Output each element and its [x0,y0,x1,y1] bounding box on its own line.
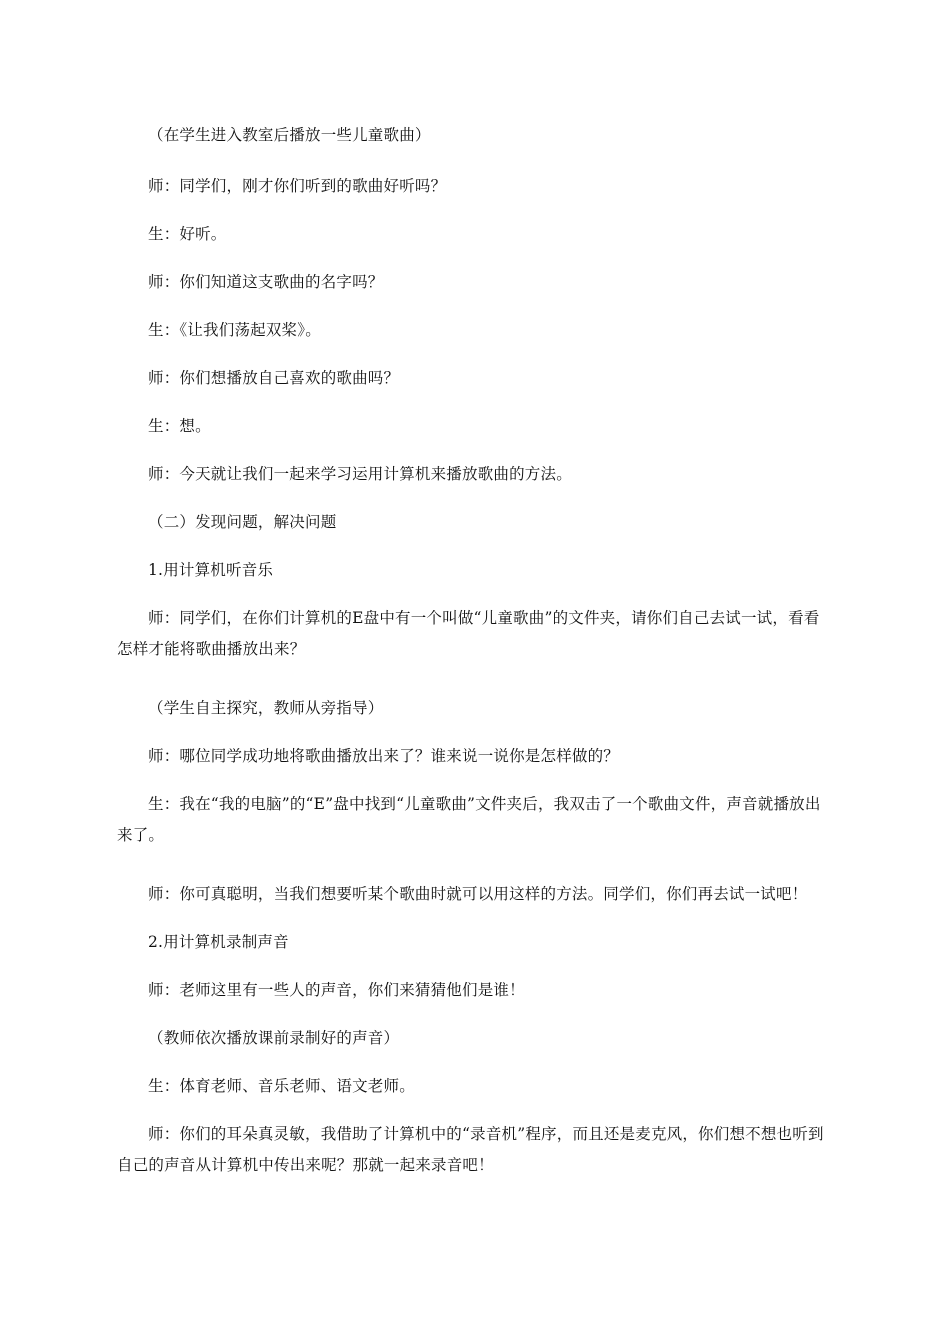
paragraph: 师：同学们，刚才你们听到的歌曲好听吗？ [148,177,447,195]
paragraph: 师：今天就让我们一起来学习运用计算机来播放歌曲的方法。 [148,465,572,483]
paragraph: 生：《让我们荡起双桨》。 [148,321,321,339]
paragraph: 生：我在“我的电脑”的“E”盘中找到“儿童歌曲”文件夹后，我双击了一个歌曲文件，声音就播放出来了。 [117,795,821,844]
paragraph: 师：你们的耳朵真灵敏，我借助了计算机中的“录音机”程序，而且还是麦克风，你们想不想也听到自己的声音从计算机中传出来呢？那就一起来录音吧！ [117,1125,824,1174]
paragraph: 生：想。 [148,417,211,435]
paragraph: 生：好听。 [148,225,227,243]
paragraph: 师：哪位同学成功地将歌曲播放出来了？谁来说一说你是怎样做的？ [148,747,620,765]
paragraph: （在学生进入教室后播放一些儿童歌曲） [148,126,431,144]
paragraph: 师：老师这里有一些人的声音，你们来猜猜他们是谁！ [148,981,525,999]
subsection-heading: 2.用计算机录制声音 [148,933,289,951]
section-heading: （二）发现问题，解决问题 [148,513,337,531]
paragraph: 师：你们想播放自己喜欢的歌曲吗？ [148,369,400,387]
paragraph: 师：同学们，在你们计算机的E盘中有一个叫做“儿童歌曲”的文件夹，请你们自己去试一试，看看怎样才能将歌曲播放出来？ [117,609,820,658]
paragraph: 师：你们知道这支歌曲的名字吗？ [148,273,384,291]
paragraph: 生：体育老师、音乐老师、语文老师。 [148,1077,415,1095]
paragraph: （学生自主探究，教师从旁指导） [148,699,384,717]
subsection-heading: 1.用计算机听音乐 [148,561,274,579]
paragraph: 师：你可真聪明，当我们想要听某个歌曲时就可以用这样的方法。同学们，你们再去试一试吧！ [148,885,808,903]
paragraph: （教师依次播放课前录制好的声音） [148,1029,400,1047]
